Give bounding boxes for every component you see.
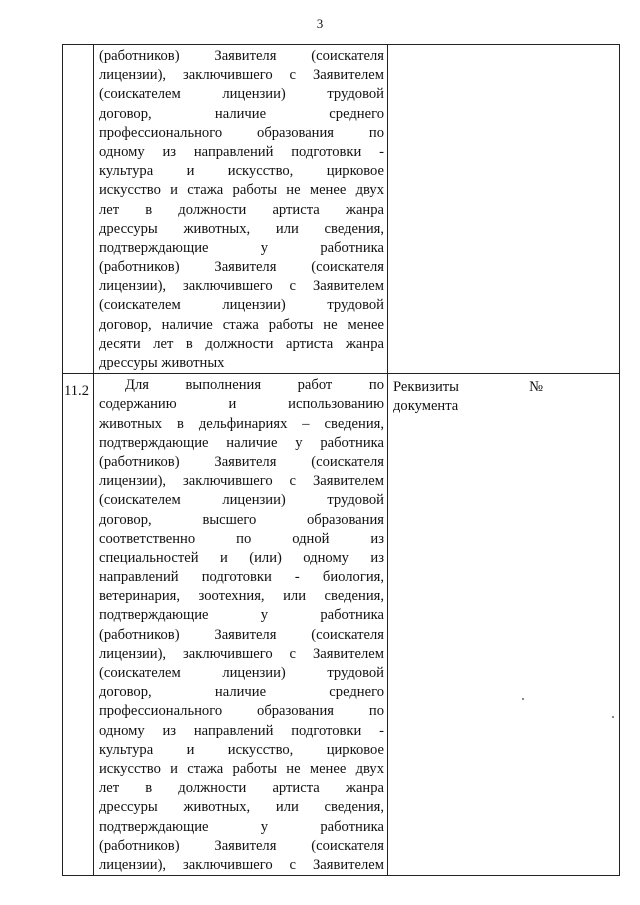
description-line: направлений подготовки - биология,: [99, 569, 384, 586]
description-line: договор, наличие среднего: [99, 105, 384, 122]
row-number-cell: 11.2: [63, 374, 94, 876]
description-line: дрессуры животных, или сведения,: [99, 220, 384, 237]
description-line: дрессуры животных: [99, 355, 225, 371]
description-line: животных в дельфинариях – сведения,: [99, 415, 384, 432]
table-row: [63, 45, 620, 374]
description-line: культура и искусство, цирковое: [99, 163, 384, 180]
description-line: (работников) Заявителя (соискателя: [99, 48, 384, 64]
description-line: содержанию и использованию: [99, 396, 384, 413]
description-line: Для выполнения работ по: [125, 377, 384, 394]
description-line: (работников) Заявителя (соискателя: [99, 453, 384, 470]
description-line: лицензии), заключившего с Заявителем: [99, 645, 384, 662]
description-line: договор, высшего образования: [99, 511, 384, 528]
description-line: одному из направлений подготовки -: [99, 143, 384, 160]
requisites-header: [393, 378, 543, 397]
description-line: дрессуры животных, или сведения,: [99, 799, 384, 816]
description-line: (соискателем лицензии) трудовой: [99, 297, 384, 314]
requisites-label: Реквизиты: [393, 379, 459, 396]
description-line: десяти лет в должности артиста жанра: [99, 335, 384, 352]
description-line: договор, наличие среднего: [99, 684, 384, 701]
description-line: (соискателем лицензии) трудовой: [99, 665, 384, 681]
description-line: подтверждающие у работника: [99, 818, 384, 835]
description-cell: [94, 374, 388, 876]
description-line: лет в должности артиста жанра: [99, 201, 384, 218]
description-line: (работников) Заявителя (соискателя: [99, 837, 384, 854]
description-line: специальностей и (или) одному из: [99, 549, 384, 566]
description-line: (работников) Заявителя (соискателя: [99, 626, 384, 643]
requisites-label-2: документа: [393, 398, 459, 415]
description-line: ветеринария, зоотехния, или сведения,: [99, 588, 384, 605]
description-line: (соискателем лицензии) трудовой: [99, 492, 384, 509]
description-line: искусство и стажа работы не менее двух: [99, 182, 384, 199]
description-line: (работников) Заявителя (соискателя: [99, 259, 384, 276]
requisites-cell: [388, 45, 620, 374]
description-line: культура и искусство, цирковое: [99, 741, 384, 758]
number-sign: №: [529, 379, 543, 396]
description-line: (соискателем лицензии) трудовой: [99, 86, 384, 103]
description-line: соответственно по одной из: [99, 530, 384, 547]
scan-speck: [612, 716, 614, 718]
description-line: лет в должности артиста жанра: [99, 780, 384, 797]
row-number-cell: [63, 45, 94, 374]
description-line: подтверждающие наличие у работника: [99, 434, 384, 451]
description-line: договор, наличие стажа работы не менее: [99, 316, 384, 333]
description-line: профессионального образования по: [99, 703, 384, 720]
table-row: [63, 374, 620, 876]
description-line: лицензии), заключившего с Заявителем: [99, 67, 384, 84]
description-line: лицензии), заключившего с Заявителем: [99, 473, 384, 490]
description-line: одному из направлений подготовки -: [99, 722, 384, 739]
scan-speck: [522, 698, 524, 700]
description-line: искусство и стажа работы не менее двух: [99, 760, 384, 777]
page-number: 3: [316, 16, 324, 31]
description-line: лицензии), заключившего с Заявителем: [99, 856, 384, 873]
requisites-cell: [388, 374, 620, 876]
description-line: подтверждающие у работника: [99, 239, 384, 256]
description-cell: [94, 45, 388, 374]
description-line: профессионального образования по: [99, 124, 384, 141]
document-table: [62, 44, 620, 876]
description-line: подтверждающие у работника: [99, 607, 384, 624]
description-line: лицензии), заключившего с Заявителем: [99, 278, 384, 295]
